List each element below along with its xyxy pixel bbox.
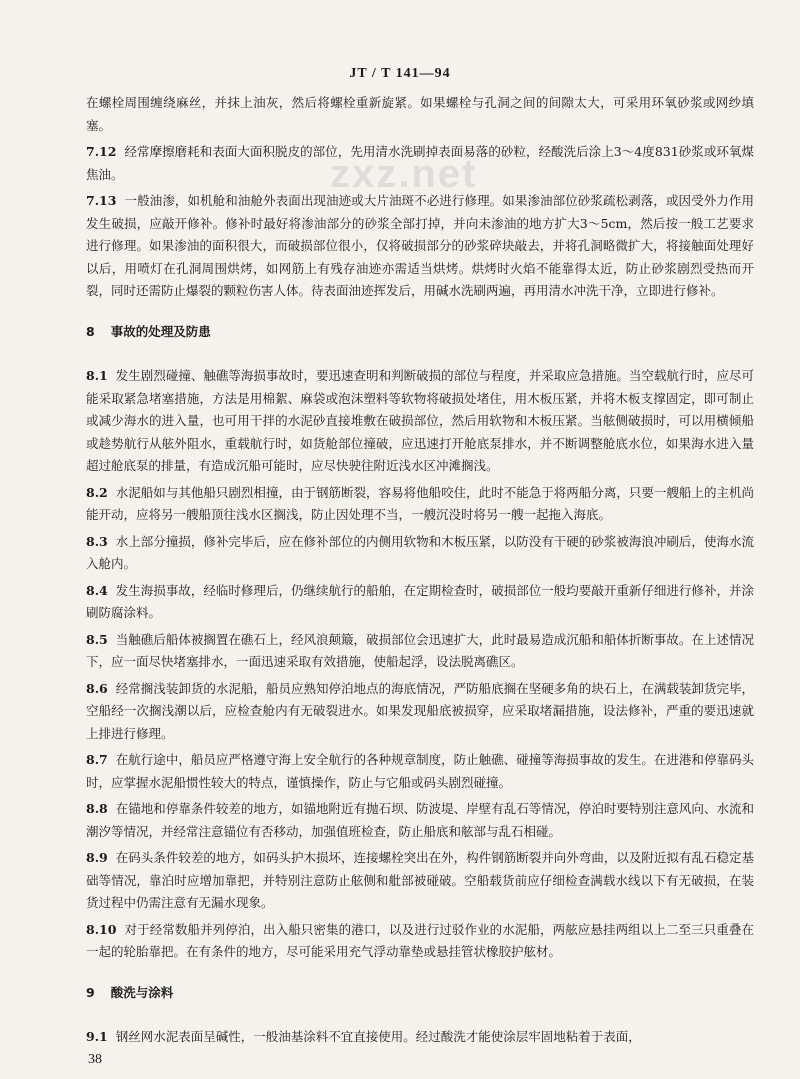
paragraph	[86, 92, 754, 137]
paragraph-text: 水上部分撞损，修补完毕后，应在修补部位的内侧用软物和木板压紧，以防没有干硬的砂浆被海浪冲刷后，使海水流入舱内。	[86, 533, 754, 571]
section-9-title: 酸洗与涂料	[110, 984, 174, 1000]
clause-number: 9.1	[86, 1029, 108, 1044]
clause-number: 8.5	[86, 631, 108, 647]
section-8-number: 8	[86, 323, 95, 339]
paragraph-text: 水泥船如与其他船只剧烈相撞，由于钢筋断裂，容易将他船咬住，此时不能急于将两船分离，只要一艘船上的主机尚能开动，应将另一艘船顶往浅水区搁浅，防止因处理不当，一艘沉没时将另一艘一起拖入海底。	[86, 484, 754, 522]
paragraph	[86, 678, 754, 746]
clause-number: 7.13	[86, 193, 117, 208]
paragraph	[86, 798, 754, 843]
paragraph-text: 经常摩擦磨耗和表面大面积脱皮的部位，先用清水洗刷掉表面易落的砂粒，经酸洗后涂上3～4度831砂浆或环氧煤焦油。	[86, 144, 754, 182]
paragraph-text: 发生海损事故，经临时修理后，仍继续航行的船舶，在定期检查时，破损部位一般均要敲开重新仔细进行修补，并涂刷防腐涂料。	[86, 582, 754, 620]
paragraph-text: 一般油渗，如机舱和油舱外表面出现油迹或大片油斑不必进行修理。如果渗油部位砂浆疏松剥落，或因受外力作用发生破损，应敲开修补。修补时最好将渗油部分的砂浆全部打掉，并向未渗油的地方扩大3～5cm，然后按一般工艺要求进行修理。如果渗油的面积很大，而破损部位很小，仅将破损部分的砂浆碎块敲去，并将孔洞略微扩大，将接触面处理好以后，用喷灯在孔洞周围烘烤，如网筋上有残存油迹亦需适当烘烤。烘烤时火焰不能靠得太近，防止砂浆剧烈受热而开裂，同时还需防止爆裂的颗粒伤害人体。待表面油迹挥发后，用碱水洗刷两遍，再用清水冲洗干净，立即进行修补。	[86, 193, 754, 298]
clause-number: 7.12	[86, 144, 117, 159]
paragraph-text: 对于经常数船并列停泊，出入船只密集的港口，以及进行过驳作业的水泥船，两舷应悬挂两组以上二至三只重叠在一起的轮胎靠把。在有条件的地方，尽可能采用充气浮动靠垫或悬挂管状橡胶护舷材。	[86, 921, 754, 959]
section-8-heading	[86, 321, 754, 344]
section-9-heading	[86, 982, 754, 1005]
paragraph	[86, 531, 754, 576]
paragraph-text: 在锚地和停靠条件较差的地方，如锚地附近有抛石坝、防波堤、岸壁有乱石等情况，停泊时要特别注意风向、水流和潮汐等情况，并经常注意锚位有否移动，加强值班检查，防止船底和舷部与乱石相碰。	[86, 801, 754, 839]
section-8-title: 事故的处理及防患	[110, 323, 211, 339]
clause-number: 8.9	[86, 850, 108, 865]
clause-number: 8.4	[86, 582, 108, 598]
section-9-number: 9	[86, 984, 95, 1000]
page-number: 38	[88, 1052, 102, 1067]
clause-number: 8.3	[86, 533, 108, 549]
paragraph-text: 经常搁浅装卸货的水泥船，船员应熟知停泊地点的海底情况，严防船底搁在坚硬多角的块石上，在满载装卸货完毕，空船经一次搁浅潮以后，应检查舱内有无破裂进水。如果发现船底被损穿，应采取堵漏措施，设法修补，严重的要迅速就上排进行修理。	[86, 680, 754, 741]
section-8-paragraphs	[86, 365, 754, 964]
paragraph-text: 在螺栓周围缠绕麻丝，并抹上油灰，然后将螺栓重新旋紧。如果螺栓与孔洞之间的间隙太大，可采用环氧砂浆或网纱填塞。	[86, 95, 754, 133]
paragraph-text: 发生剧烈碰撞、触礁等海损事故时，要迅速查明和判断破损的部位与程度，并采取应急措施。当空载航行时，应尽可能采取紧急堵塞措施，方法是用棉絮、麻袋或泡沫塑料等软物将破损处堵住，用木板压紧，并将木板支撑固定，即可制止或减少海水的进入量，也可用干拌的水泥砂直接堆敷在破损部位，然后用软物和木板压紧。当舷侧破损时，可以用横倾船或趁势航行从舷外阻水，重载航行时，如货舱部位撞破，应迅速打开舱底泵排水，并不断调整舱底水位，如果海水进入量超过舱底泵的排量，有造成沉船可能时，应尽快驶往附近浅水区冲滩搁浅。	[86, 368, 754, 473]
paragraph	[86, 141, 754, 186]
paragraph	[86, 847, 754, 915]
paragraph-text: 在码头条件较差的地方，如码头护木损坏，连接螺栓突出在外，构件钢筋断裂并向外弯曲，以及附近拟有乱石稳定基础等情况，靠泊时应增加靠把，并特别注意防止舷侧和舭部被碰破。空船载货前应仔细检查满载水线以下有无破损，在装货过程中仍需注意有无漏水现象。	[86, 850, 754, 910]
paragraph	[86, 365, 754, 478]
paragraph-text: 在航行途中，船员应严格遵守海上安全航行的各种规章制度，防止触礁、碰撞等海损事故的发生。在进港和停靠码头时，应掌握水泥船惯性较大的特点，谨慎操作，防止与它船或码头剧烈碰撞。	[86, 752, 754, 790]
clause-number: 8.2	[86, 484, 108, 500]
paragraph	[86, 1026, 754, 1049]
paragraph	[86, 629, 754, 674]
page-content	[86, 92, 754, 1053]
paragraph	[86, 749, 754, 794]
paragraph	[86, 919, 754, 964]
paragraph	[86, 190, 754, 303]
paragraph-text: 钢丝网水泥表面呈碱性，一般油基涂料不宜直接使用。经过酸洗才能使涂层牢固地粘着于表面，	[115, 1029, 641, 1044]
section-9-paragraphs	[86, 1026, 754, 1049]
paragraph	[86, 580, 754, 625]
paragraphs-top	[86, 92, 754, 303]
clause-number: 8.8	[86, 801, 108, 816]
clause-number: 8.10	[86, 921, 117, 937]
page-header-standard-code: JT / T 141—94	[349, 66, 451, 81]
paragraph-text: 当触礁后船体被搁置在礁石上，经风浪颠簸，破损部位会迅速扩大，此时最易造成沉船和船体折断事故。在上述情况下，应一面尽快堵塞排水，一面迅速采取有效措施，使船起浮，设法脱离礁区。	[86, 631, 754, 669]
clause-number: 8.7	[86, 752, 108, 767]
watermark: zxz.net	[330, 152, 478, 196]
clause-number: 8.6	[86, 680, 108, 696]
clause-number: 8.1	[86, 368, 108, 383]
paragraph	[86, 482, 754, 527]
